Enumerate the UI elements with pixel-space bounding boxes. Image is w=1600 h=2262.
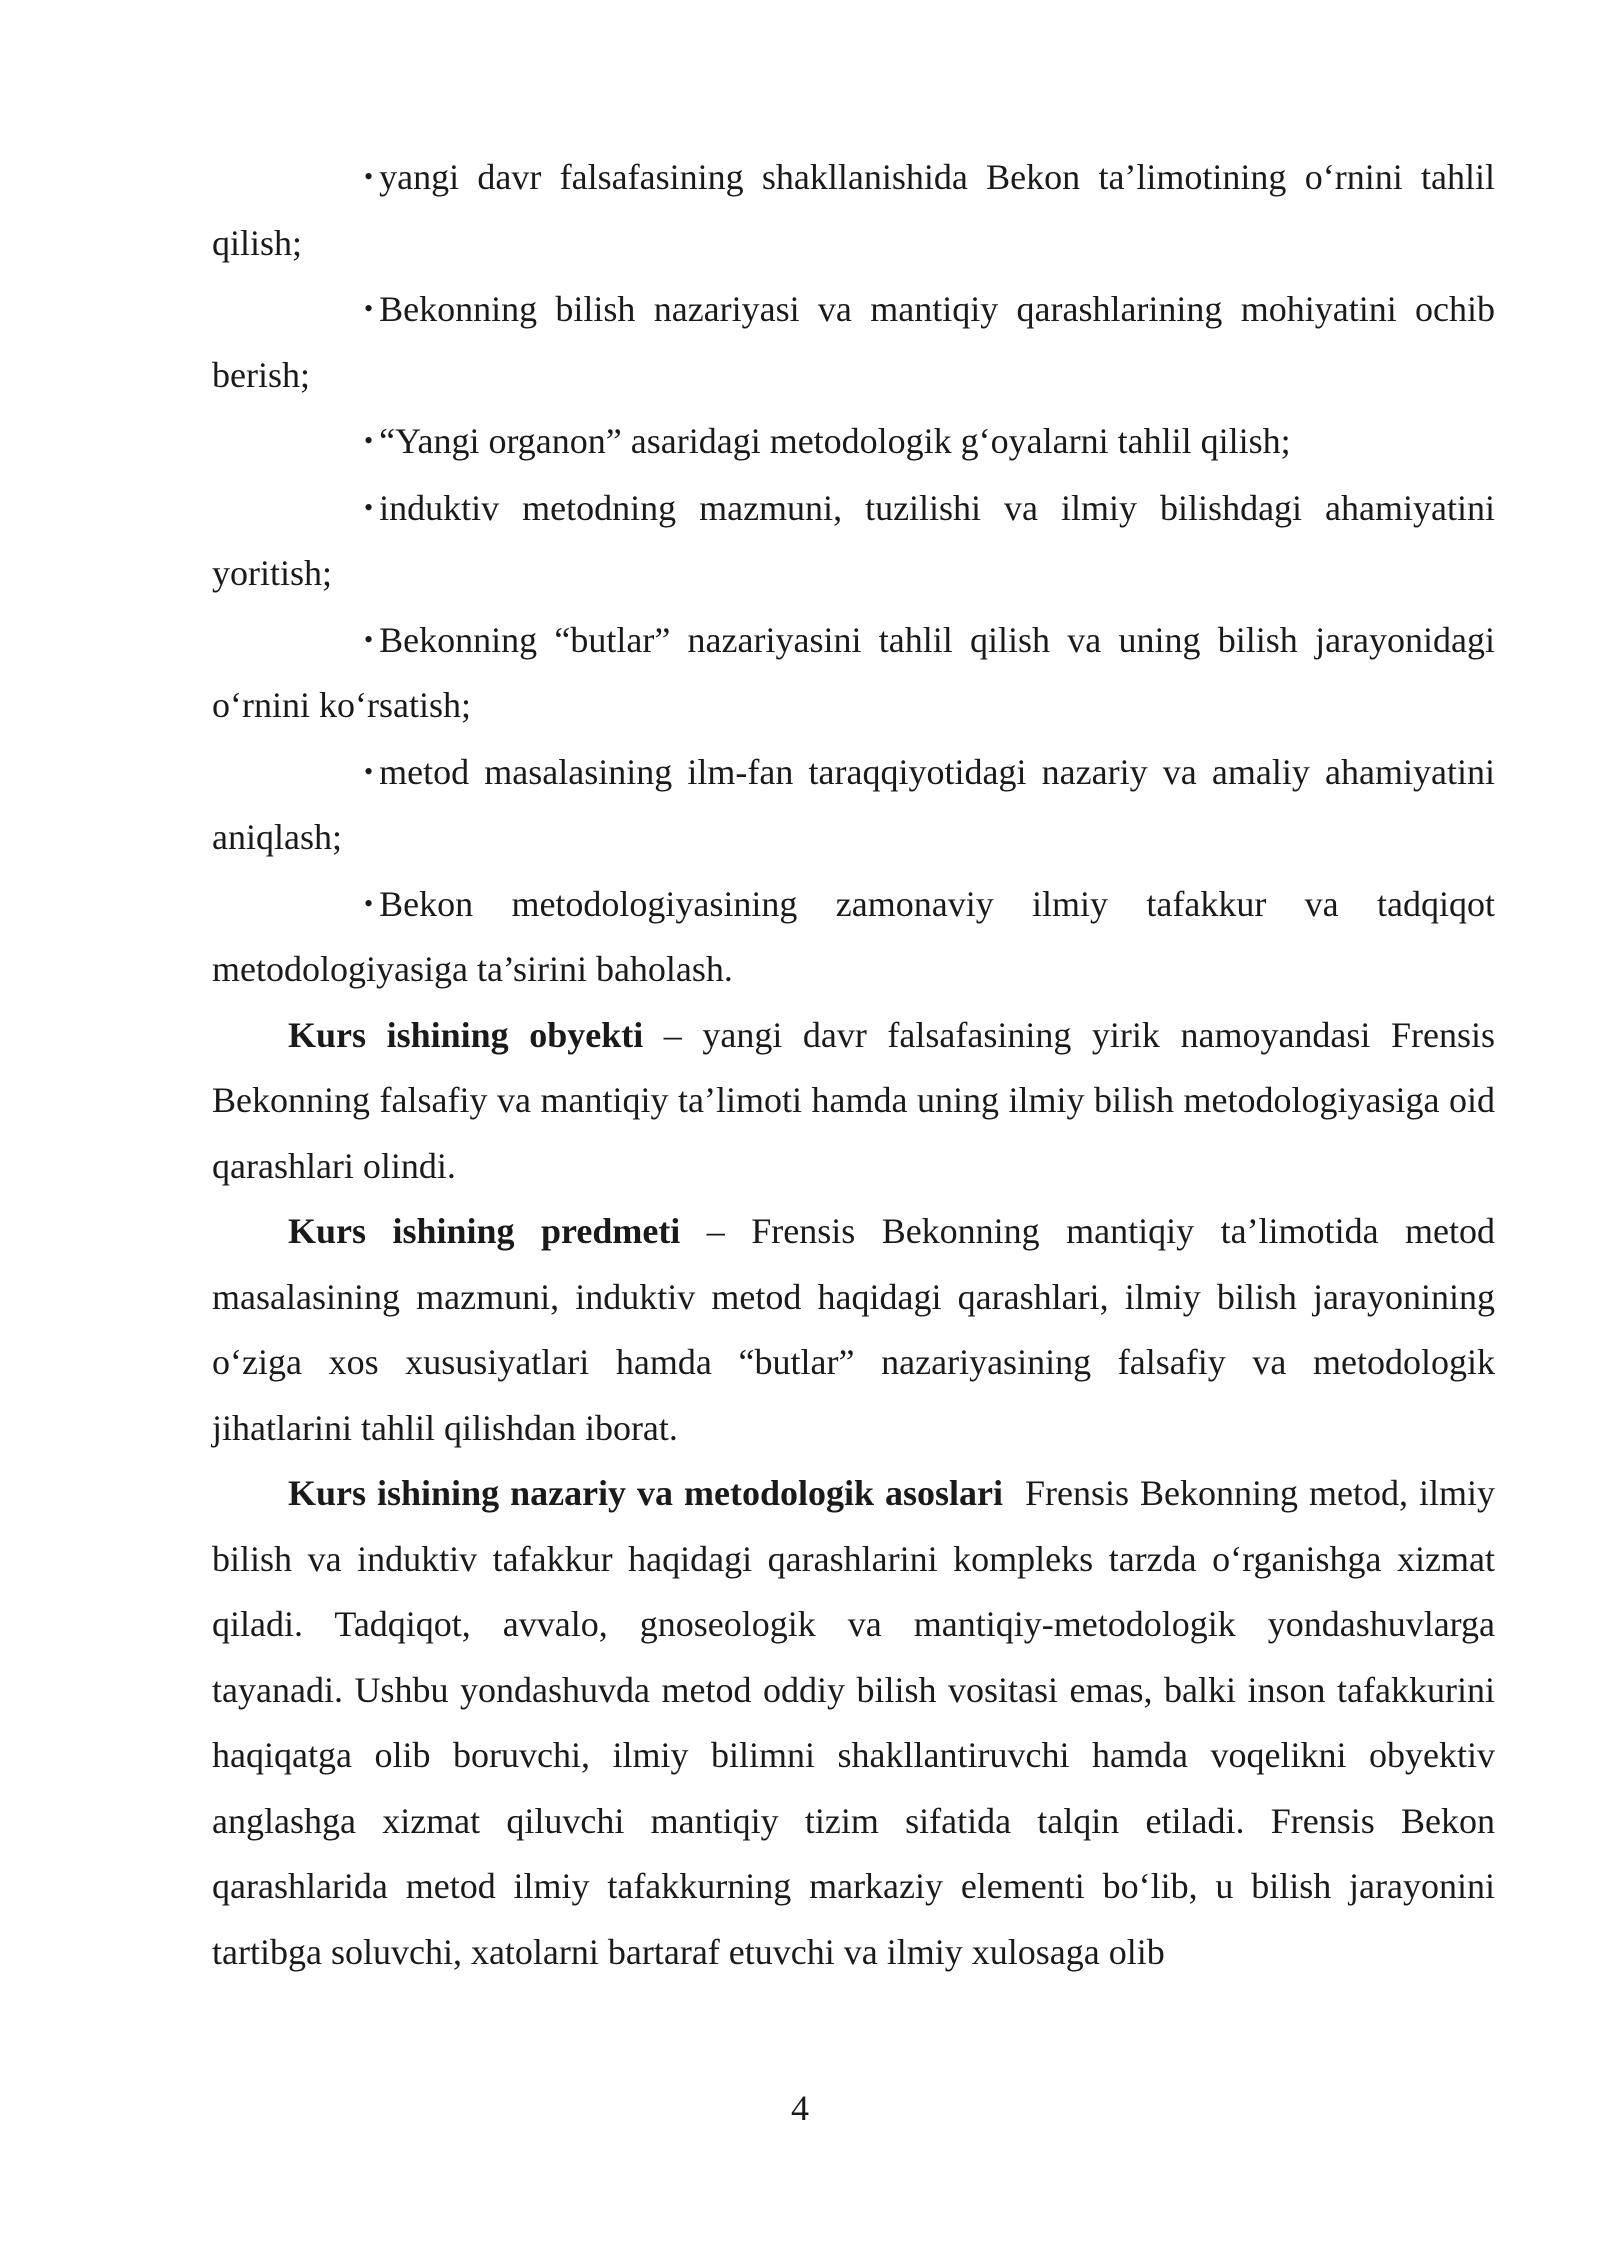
bullet-text: metod masalasining ilm-fan taraqqiyotidagi nazariy va amaliy ahamiyatini aniqlash; <box>212 751 1495 857</box>
section-text: – yangi davr falsafasining yirik namoyandasi Frensis Bekonning falsafiy va mantiqiy ta’limoti hamda uning ilmiy bilish metodologiyasiga oid qarashlari olindi. <box>212 1014 1495 1186</box>
bullet-item <box>212 475 1495 607</box>
bullet-item <box>212 607 1495 739</box>
bullet-icon: • <box>364 888 374 918</box>
section-heading: Kurs ishining nazariy va metodologik asoslari <box>288 1473 1004 1513</box>
bullet-text: Bekonning “butlar” nazariyasini tahlil qilish va uning bilish jarayonidagi o‘rnini ko‘rsatish; <box>212 619 1495 725</box>
bullet-item <box>212 871 1495 1003</box>
bullet-icon: • <box>364 756 374 786</box>
bullet-item <box>212 276 1495 408</box>
section-object <box>212 1003 1495 1200</box>
bullet-icon: • <box>364 492 374 522</box>
bullet-item <box>212 408 1495 475</box>
bullet-text: “Yangi organon” asaridagi metodologik g‘oyalarni tahlil qilish; <box>379 421 1291 461</box>
section-heading: Kurs ishining predmeti <box>288 1211 681 1251</box>
section-text: Frensis Bekonning metod, ilmiy bilish va induktiv tafakkur haqidagi qarashlarini kompleks tarzda o‘rganishga xizmat qiladi. Tadqiqot, avvalo, gnoseologik va mantiqiy-metodologik yondashuvlarga tayanadi. Ushbu yondashuvda metod oddiy bilish vositasi emas, balki inson tafakkurini haqiqatga olib boruvchi, ilmiy bilimni shakllantiruvchi hamda voqelikni obyektiv anglashga xizmat qiluvchi mantiqiy tizim sifatida talqin etiladi. Frensis Bekon qarashlarida metod ilmiy tafakkurning markaziy elementi bo‘lib, u bilish jarayonini tartibga soluvchi, xatolarni bartaraf etuvchi va ilmiy xulosaga olib <box>212 1473 1504 1972</box>
bullet-text: Bekon metodologiyasining zamonaviy ilmiy tafakkur va tadqiqot metodologiyasiga ta’sirini baholash. <box>212 883 1495 989</box>
bullet-item <box>212 144 1495 276</box>
section-text: – Frensis Bekonning mantiqiy ta’limotida metod masalasining mazmuni, induktiv metod haqidagi qarashlari, ilmiy bilish jarayonining o‘ziga xos xususiyatlari hamda “butlar” nazariyasining falsafiy va metodologik jihatlarini tahlil qilishdan iborat. <box>212 1211 1495 1448</box>
bullet-icon: • <box>364 162 374 191</box>
bullet-text: induktiv metodning mazmuni, tuzilishi va ilmiy bilishdagi ahamiyatini yoritish; <box>212 487 1495 593</box>
section-foundations <box>212 1461 1504 1985</box>
page-number: 4 <box>791 2088 809 2128</box>
bullet-text: Bekonning bilish nazariyasi va mantiqiy qarashlarining mohiyatini ochib berish; <box>212 289 1495 395</box>
section-subject <box>212 1199 1495 1461</box>
bullet-item <box>212 739 1495 871</box>
document-page <box>212 144 1504 1985</box>
bullet-text: yangi davr falsafasining shakllanishida Bekon ta’limotining o‘rnini tahlil qilish; <box>212 157 1495 263</box>
section-heading: Kurs ishining obyekti <box>288 1014 644 1055</box>
bullet-icon: • <box>364 294 374 323</box>
bullet-icon: • <box>364 426 374 455</box>
bullet-icon: • <box>364 624 374 654</box>
